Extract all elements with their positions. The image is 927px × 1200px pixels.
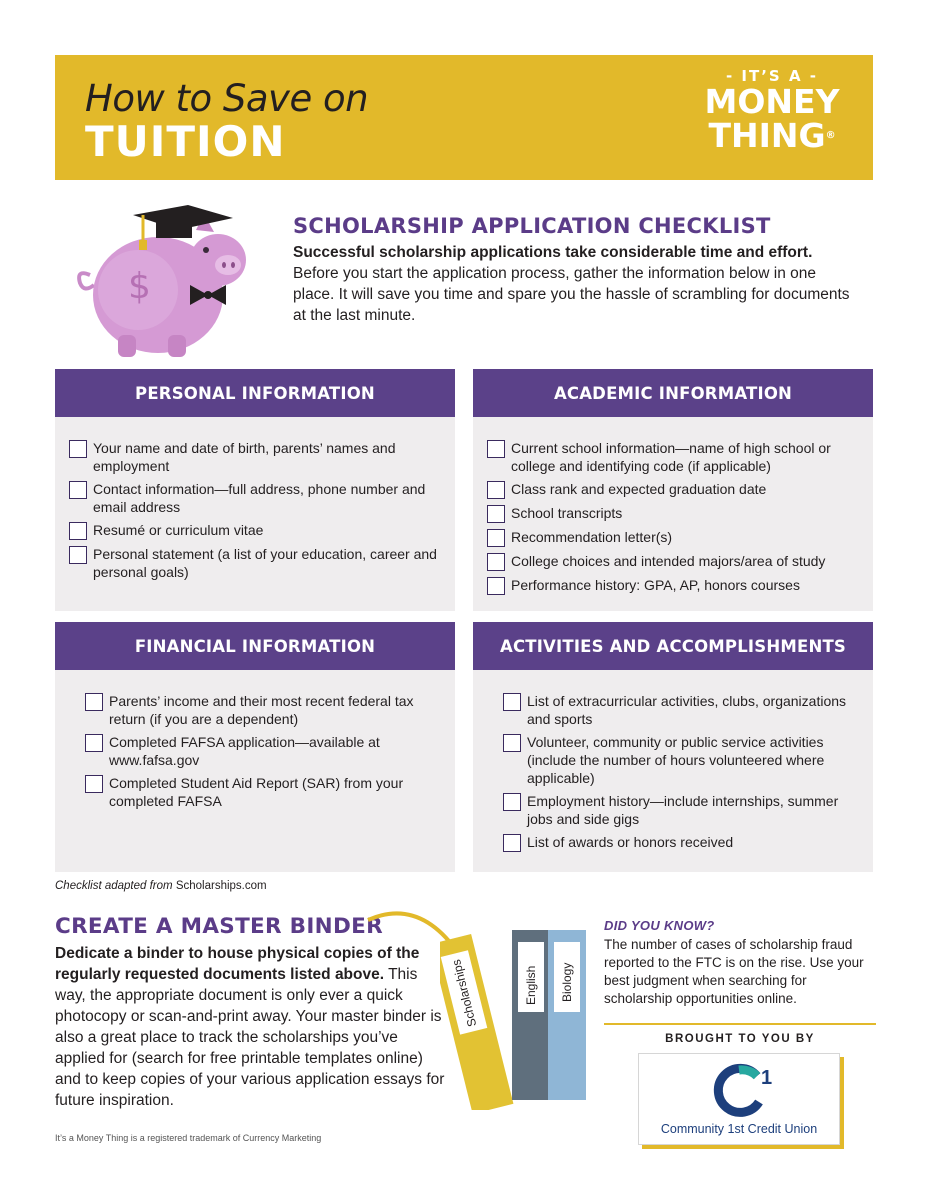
header-banner xyxy=(55,55,873,180)
intro-lead: Successful scholarship applications take considerable time and effort. xyxy=(293,244,813,261)
source-link[interactable]: Scholarships.com xyxy=(175,880,267,892)
footer-trademark: It’s a Money Thing is a registered trademark of Currency Marketing xyxy=(55,1133,322,1143)
panel-title: PERSONAL INFORMATION xyxy=(55,369,455,417)
checklist-item: Completed FAFSA application—available at www.fafsa.gov xyxy=(85,733,435,769)
binder-label-english: English xyxy=(524,965,538,1005)
sponsor-name: Community 1st Credit Union xyxy=(660,1122,818,1136)
panel-title: FINANCIAL INFORMATION xyxy=(55,622,455,670)
adapted-credit: Checklist adapted from Scholarships.com xyxy=(55,880,267,892)
checkbox[interactable] xyxy=(69,522,87,540)
dyk-body: The number of cases of scholarship fraud reported to the FTC is on the rise. Use your best judgment when searching for scholarship opportunities online. xyxy=(604,937,864,1006)
title-line-2: TUITION xyxy=(85,117,286,166)
dyk-heading: DID YOU KNOW? xyxy=(604,918,715,933)
panel-academic-information xyxy=(473,369,873,611)
checklist-item: Contact information—full address, phone number and email address xyxy=(69,480,441,516)
did-you-know-section xyxy=(604,918,876,1008)
panel-title: ACADEMIC INFORMATION xyxy=(473,369,873,417)
panel-activities-accomplishments xyxy=(473,622,873,872)
intro-paragraph xyxy=(293,242,853,326)
checkbox[interactable] xyxy=(85,734,103,752)
checkbox[interactable] xyxy=(85,693,103,711)
logo-thing: THING® xyxy=(708,116,836,155)
title-line-1: How to Save on xyxy=(85,77,369,120)
checkbox[interactable] xyxy=(503,734,521,752)
checkbox[interactable] xyxy=(487,440,505,458)
intro-section xyxy=(293,214,853,326)
sponsor-logo-card xyxy=(638,1053,840,1145)
checklist-item: List of awards or honors received xyxy=(503,833,853,852)
checklist-item: Recommendation letter(s) xyxy=(487,528,859,547)
binder-label-biology: Biology xyxy=(560,962,574,1002)
checkbox[interactable] xyxy=(69,546,87,564)
its-a-money-thing-logo xyxy=(687,65,857,170)
checklist-item: School transcripts xyxy=(487,504,859,523)
binder-paragraph: Dedicate a binder to house physical copies of the regularly requested documents listed above. This way, the appropriate document is only ever a quick photocopy or scan-and-print away. Your master binder is also a great place to track the scholarships you’ve applied for (search for free printable templates online) and to keep copies of your various application essays for future inspiration. xyxy=(55,945,445,1109)
checklist-item: Employment history—include internships, summer jobs and side gigs xyxy=(503,792,853,828)
checklist-item: Performance history: GPA, AP, honors courses xyxy=(487,576,859,595)
brought-to-you-by: BROUGHT TO YOU BY xyxy=(604,1023,876,1035)
binder-label-scholarships: Scholarships xyxy=(449,958,480,1029)
binders-illustration xyxy=(440,920,590,1110)
panel-title: ACTIVITIES AND ACCOMPLISHMENTS xyxy=(473,622,873,670)
checklist-item: Resumé or curriculum vitae xyxy=(69,521,441,540)
logo-superscript: 1 xyxy=(761,1067,773,1089)
svg-text:$: $ xyxy=(128,266,151,307)
community-first-logo-icon xyxy=(639,1060,841,1120)
checklist-item: College choices and intended majors/area of study xyxy=(487,552,859,571)
checklist-item: Volunteer, community or public service activities (include the number of hours volunteered where applicable) xyxy=(503,733,853,787)
checklist-item: List of extracurricular activities, clubs, organizations and sports xyxy=(503,692,853,728)
checkbox[interactable] xyxy=(487,529,505,547)
checkbox[interactable] xyxy=(69,481,87,499)
logo-its-a: - IT’S A - xyxy=(725,67,819,85)
checklist-item: Current school information—name of high school or college and identifying code (if applicable) xyxy=(487,439,859,475)
piggy-bank-graduate-icon xyxy=(68,200,253,360)
checkbox[interactable] xyxy=(487,553,505,571)
logo-money: MONEY xyxy=(704,82,840,121)
checklist-item: Your name and date of birth, parents’ names and employment xyxy=(69,439,441,475)
checkbox[interactable] xyxy=(503,793,521,811)
checklist-item: Parents’ income and their most recent federal tax return (if you are a dependent) xyxy=(85,692,435,728)
checklist-item: Completed Student Aid Report (SAR) from your completed FAFSA xyxy=(85,774,435,810)
divider xyxy=(604,1023,876,1025)
panel-personal-information xyxy=(55,369,455,611)
intro-body: Before you start the application process, gather the information below in one place. It will save you time and spare you the hassle of scrambling for documents at the last minute. xyxy=(293,265,850,324)
checklist-heading: SCHOLARSHIP APPLICATION CHECKLIST xyxy=(293,214,771,238)
checkbox[interactable] xyxy=(69,440,87,458)
checklist-item: Class rank and expected graduation date xyxy=(487,480,859,499)
panel-financial-information xyxy=(55,622,455,872)
checkbox[interactable] xyxy=(487,481,505,499)
checkbox[interactable] xyxy=(503,693,521,711)
checkbox[interactable] xyxy=(487,577,505,595)
checklist-item: Personal statement (a list of your education, career and personal goals) xyxy=(69,545,441,581)
checkbox[interactable] xyxy=(85,775,103,793)
binder-heading: CREATE A MASTER BINDER xyxy=(55,914,383,939)
checkbox[interactable] xyxy=(487,505,505,523)
checkbox[interactable] xyxy=(503,834,521,852)
